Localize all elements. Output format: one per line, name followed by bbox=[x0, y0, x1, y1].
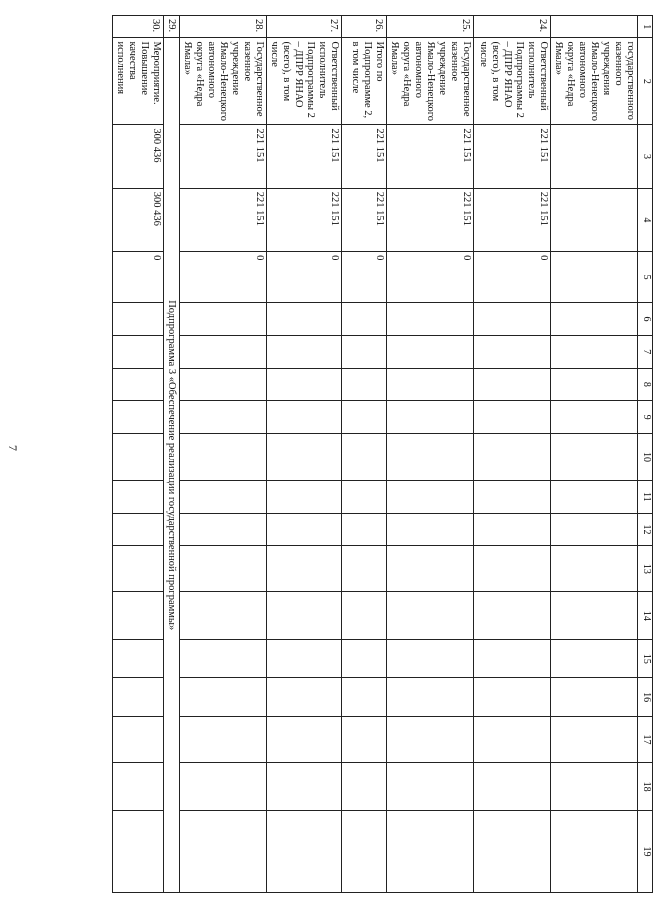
cell-col3: 221 151 bbox=[474, 125, 551, 188]
col-header: 19 bbox=[638, 811, 653, 893]
cell-col4: 221 151 bbox=[180, 188, 267, 251]
cell-col5: 0 bbox=[342, 252, 387, 303]
row-name: Государственное казенное учреждение Ямало-Ненецкого автономного округа «Недра Ямала» bbox=[387, 38, 474, 125]
row-name: Государственное казенное учреждение Ямало-Ненецкого автономного округа «Недра Ямала» bbox=[180, 38, 267, 125]
table-row bbox=[180, 16, 267, 893]
col-header: 15 bbox=[638, 640, 653, 678]
cell-col5: 0 bbox=[113, 252, 164, 303]
row-number: 25. bbox=[387, 16, 474, 38]
row-number: 30. bbox=[113, 16, 164, 38]
col-header: 12 bbox=[638, 513, 653, 546]
table-row bbox=[342, 16, 387, 893]
table-row bbox=[474, 16, 551, 893]
col-header: 16 bbox=[638, 678, 653, 717]
col-header: 6 bbox=[638, 303, 653, 336]
col-header: 10 bbox=[638, 433, 653, 480]
table-row bbox=[551, 16, 638, 893]
cell-col5: 0 bbox=[474, 252, 551, 303]
row-name: государственного казенного учреждения Ямало-Ненецкого автономного округа «Недра Ямала» bbox=[551, 38, 638, 125]
col-header: 14 bbox=[638, 592, 653, 640]
cell-col4: 221 151 bbox=[267, 188, 342, 251]
col-header: 7 bbox=[638, 335, 653, 368]
cell-col3: 221 151 bbox=[267, 125, 342, 188]
cell-col4: 221 151 bbox=[387, 188, 474, 251]
table-rotator bbox=[115, 15, 653, 893]
row-number: 27. bbox=[267, 16, 342, 38]
cell-col4: 300 436 bbox=[113, 188, 164, 251]
cell-col3: 300 436 bbox=[113, 125, 164, 188]
col-header: 13 bbox=[638, 546, 653, 592]
row-name: Ответственный исполнитель Подпрограммы 2 – ДПРР ЯНАО (всего), в том числе bbox=[474, 38, 551, 125]
section-row bbox=[164, 16, 180, 893]
col-header: 8 bbox=[638, 368, 653, 401]
table-row bbox=[113, 16, 164, 893]
row-number: 28. bbox=[180, 16, 267, 38]
cell-col4: 221 151 bbox=[474, 188, 551, 251]
table-row bbox=[267, 16, 342, 893]
row-number: 26. bbox=[342, 16, 387, 38]
col-header: 4 bbox=[638, 188, 653, 251]
row-name: Ответственный исполнитель Подпрограммы 2 – ДПРР ЯНАО (всего), в том числе bbox=[267, 38, 342, 125]
col-header: 11 bbox=[638, 481, 653, 514]
row-number bbox=[551, 16, 638, 38]
cell-col3: 221 151 bbox=[342, 125, 387, 188]
cell-col5: 0 bbox=[387, 252, 474, 303]
cell-col5: 0 bbox=[267, 252, 342, 303]
row-name: Итого по Подпрограмме 2, в том числе bbox=[342, 38, 387, 125]
section-title: Подпрограмма 3 «Обеспечение реализации государственной программы» bbox=[164, 38, 180, 893]
col-header: 1 bbox=[638, 16, 653, 38]
cell-col4: 221 151 bbox=[342, 188, 387, 251]
row-number: 24. bbox=[474, 16, 551, 38]
table-row bbox=[387, 16, 474, 893]
cell-col3 bbox=[551, 125, 638, 188]
col-header: 17 bbox=[638, 717, 653, 763]
col-header: 18 bbox=[638, 763, 653, 811]
cell-col3: 221 151 bbox=[387, 125, 474, 188]
col-header: 9 bbox=[638, 401, 653, 434]
cell-col5 bbox=[551, 252, 638, 303]
col-header: 5 bbox=[638, 252, 653, 303]
cell-col3: 221 151 bbox=[180, 125, 267, 188]
budget-table bbox=[112, 15, 653, 893]
col-header: 3 bbox=[638, 125, 653, 188]
header-row bbox=[638, 16, 653, 893]
cell-col4 bbox=[551, 188, 638, 251]
col-header: 2 bbox=[638, 38, 653, 125]
page-number: 7 bbox=[6, 445, 20, 451]
cell-col5: 0 bbox=[180, 252, 267, 303]
row-name: Мероприятие. Повышение качества исполнения bbox=[113, 38, 164, 125]
row-number: 29. bbox=[164, 16, 180, 38]
